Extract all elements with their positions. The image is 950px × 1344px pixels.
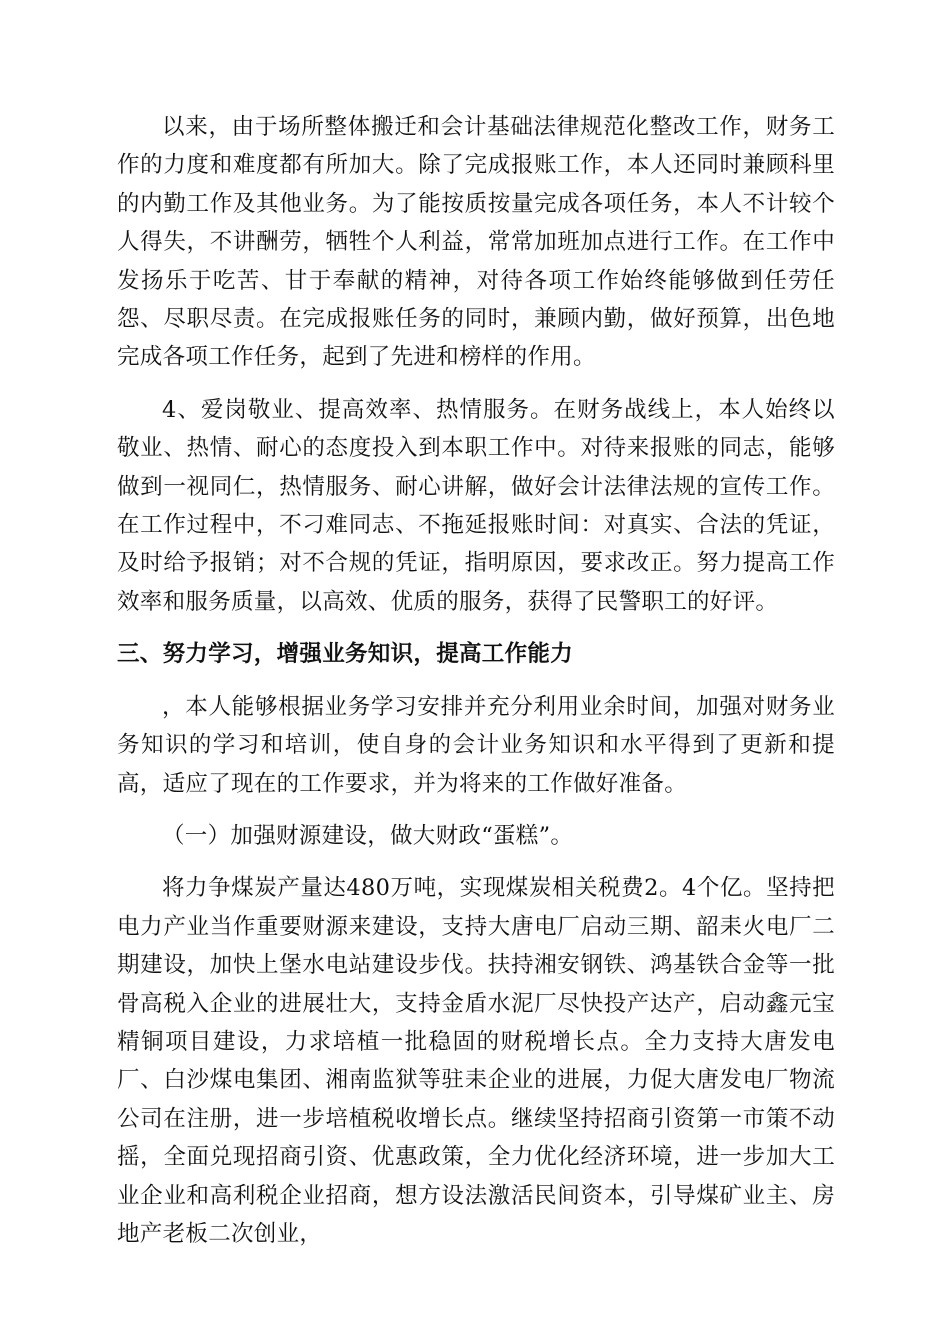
subheading-revenue-building: （一）加强财源建设，做大财政“蛋糕”。 bbox=[162, 822, 574, 849]
paragraph-dedication-service: 4、爱岗敬业、提高效率、热情服务。在财务战线上，本人始终以敬业、热情、耐心的态度投入到本职工作中。对待来报账的同志，能够做到一视同仁，热情服务、耐心讲解，做好会计法律法规的宣传工作。在工作过程中，不刁难同志、不拖延报账时间：对真实、合法的凭证，及时给予报销；对不合规的凭证，指明原因，要求改正。努力提高工作效率和服务质量，以高效、优质的服务，获得了民警职工的好评。 bbox=[117, 396, 835, 615]
paragraph-study-training: ，本人能够根据业务学习安排并充分利用业余时间，加强对财务业务知识的学习和培训，使自身的会计业务知识和水平得到了更新和提高，适应了现在的工作要求，并为将来的工作做好准备。 bbox=[117, 693, 835, 797]
paragraph-revenue-plan: 将力争煤炭产量达480万吨，实现煤炭相关税费2。4个亿。坚持把电力产业当作重要财源来建设，支持大唐电厂启动三期、韶耒火电厂二期建设，加快上堡水电站建设步伐。扶持湘安钢铁、鸿基铁合金等一批骨高税入企业的进展壮大，支持金盾水泥厂尽快投产达产，启动鑫元宝精铜项目建设，力求培植一批稳固的财税增长点。全力支持大唐发电厂、白沙煤电集团、湘南监狱等驻耒企业的进展，力促大唐发电厂物流公司在注册，进一步培植税收增长点。继续坚持招商引资第一市策不动摇，全面兑现招商引资、优惠政策，全力优化经济环境，进一步加大工业企业和高利税企业招商，想方设法激活民间资本，引导煤矿业主、房地产老板二次创业， bbox=[117, 875, 835, 1247]
document-body bbox=[117, 108, 835, 1253]
section-heading-study: 三、努力学习，增强业务知识，提高工作能力 bbox=[117, 641, 574, 668]
paragraph-work-overview: 以来，由于场所整体搬迁和会计基础法律规范化整改工作，财务工作的力度和难度都有所加大。除了完成报账工作，本人还同时兼顾科里的内勤工作及其他业务。为了能按质按量完成各项任务，本人不计较个人得失，不讲酬劳，牺牲个人利益，常常加班加点进行工作。在工作中发扬乐于吃苦、甘于奉献的精神，对待各项工作始终能够做到任劳任怨、尽职尽责。在完成报账任务的同时，兼顾内勤，做好预算，出色地完成各项工作任务，起到了先进和榜样的作用。 bbox=[117, 114, 835, 371]
